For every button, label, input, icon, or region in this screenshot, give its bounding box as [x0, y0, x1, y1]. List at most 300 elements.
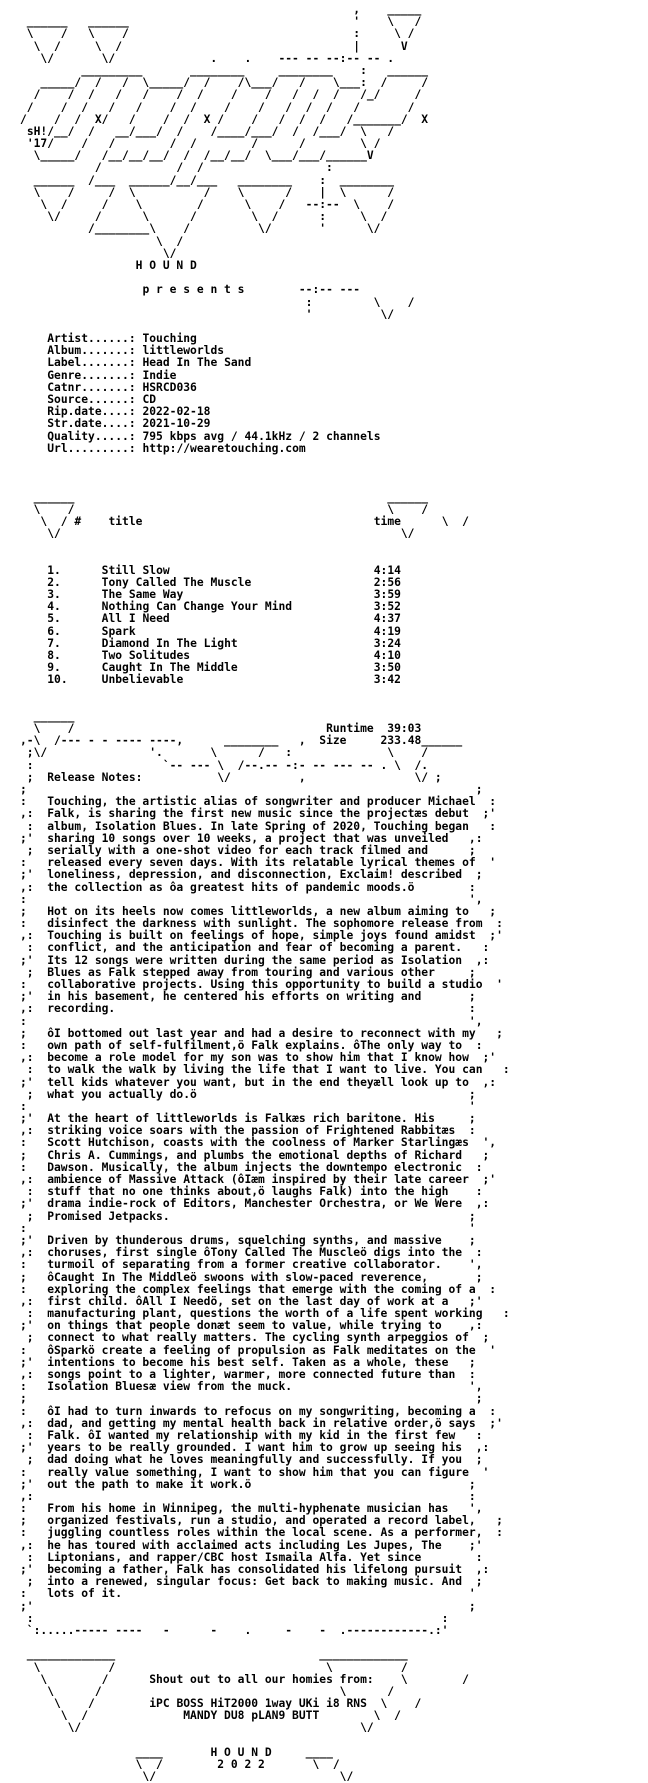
info-key: Quality.....: — [47, 429, 136, 443]
ascii-art-fragment: ; — [475, 1514, 503, 1528]
ascii-art-fragment: ; — [20, 1087, 41, 1101]
ascii-art-fragment: : — [475, 1282, 497, 1296]
release-notes-text: ôI bottomed out last year and had a desire to reconnect with my — [40, 1026, 476, 1040]
ascii-art-fragment: : — [20, 1307, 41, 1321]
ascii-art-fragment: ', — [455, 1502, 483, 1516]
ascii-art-fragment: ,: — [462, 1197, 490, 1211]
ascii-art-fragment: ;' — [20, 1355, 41, 1369]
release-notes-text: loneliness, depression, and disconnection, Exclaim! described — [40, 868, 463, 882]
release-notes-text: ôSparkö create a feeling of propulsion as Falk meditates on the — [40, 1343, 476, 1357]
ascii-art-fragment: ; — [20, 1575, 41, 1589]
ascii-art-fragment: ,: — [20, 1538, 41, 1552]
ascii-art-fragment: --:-- --- — [244, 283, 361, 297]
ascii-art-fragment: : `-- --- \ /--.-- -:- -- --- -- . \ /. — [20, 758, 429, 772]
track-number: 5. — [47, 612, 75, 626]
ascii-art-fragment: ' — [482, 978, 503, 991]
ascii-art-fragment — [20, 612, 47, 625]
track-time: 3:59 — [373, 588, 401, 601]
ascii-art-fragment: ' — [455, 1587, 476, 1601]
ascii-art-fragment: ,: — [455, 1319, 483, 1333]
ascii-art-fragment: ,: — [20, 1124, 41, 1138]
ascii-art-fragment — [74, 612, 101, 625]
ascii-art-fragment — [40, 1015, 455, 1028]
ascii-art-fragment: ; — [20, 1148, 41, 1162]
ascii-art-fragment — [20, 393, 47, 406]
ascii-art-fragment: ; — [20, 1026, 41, 1040]
ascii-art-fragment — [74, 625, 101, 638]
ascii-art-fragment — [81, 515, 108, 528]
greetings-groups-1: iPC BOSS HiT2000 1way UKi i8 RNS — [149, 1697, 367, 1711]
info-row — [20, 443, 640, 455]
shoutout-text: Shout out to all our homies from: — [149, 1672, 374, 1686]
ascii-art-fragment: : — [20, 1258, 41, 1272]
ascii-art-fragment: : — [20, 795, 41, 809]
ascii-art-fragment: : — [482, 1307, 510, 1321]
ascii-art-fragment — [20, 588, 47, 601]
ascii-art-fragment: ; — [455, 1599, 476, 1613]
release-notes-text: stuff that no one thinks about,ö laughs Falk) into the high — [40, 1185, 456, 1199]
ascii-art-fragment: ', — [468, 1136, 497, 1150]
ascii-art-fragment — [333, 637, 374, 650]
blank-line — [20, 699, 640, 711]
ascii-art-fragment: \ / — [20, 722, 327, 736]
ascii-art-fragment: ;' — [20, 1319, 41, 1333]
release-notes-text: dad doing what he loves meaningfully and successfully. If you — [40, 1453, 463, 1467]
greetings-groups-2: MANDY DU8 pLAN9 BUTT — [183, 1709, 320, 1723]
release-notes-text: on things that people donæt seem to value, while trying to — [40, 1319, 456, 1333]
ascii-art-fragment: ; — [20, 1209, 41, 1223]
ascii-art-fragment — [333, 673, 374, 686]
ascii-art-fragment: ______ — [421, 734, 463, 748]
ascii-art-fragment: : — [20, 1343, 41, 1357]
ascii-art-fragment: ', — [455, 892, 483, 906]
ascii-art-fragment: ; — [455, 965, 476, 979]
ascii-art-fragment — [40, 783, 455, 796]
info-key: Catnr.......: — [47, 380, 136, 394]
ascii-art-fragment: : — [20, 1099, 41, 1113]
release-notes-text: choruses, first single ôTony Called The Muscleö digs into the — [40, 1246, 463, 1260]
ascii-art-fragment: : — [20, 819, 41, 833]
info-key: Url.........: — [47, 441, 136, 455]
ascii-art-fragment — [346, 734, 380, 747]
info-value: HSRCD036 — [142, 380, 197, 394]
ascii-art-fragment: : — [455, 880, 476, 894]
ascii-art-fragment: ,: — [20, 1173, 41, 1186]
ascii-art-fragment: ; — [462, 868, 483, 882]
ascii-art-fragment — [74, 661, 101, 674]
track-time: 3:24 — [373, 636, 401, 650]
ascii-art-fragment: ; — [455, 990, 476, 1004]
ascii-art-fragment: \ / \ / : \ / — [20, 27, 435, 41]
ascii-art-fragment: ,: — [20, 1002, 41, 1016]
ascii-art-fragment — [40, 893, 455, 906]
ascii-art-fragment: : — [20, 1282, 41, 1296]
ascii-art-fragment — [20, 673, 47, 686]
ascii-art-fragment: ; — [20, 770, 48, 784]
ascii-art-fragment: : — [462, 1160, 483, 1174]
track-time: 3:50 — [373, 661, 401, 675]
ascii-art-fragment: ; — [20, 1392, 41, 1406]
release-notes-text: ôI had to turn inwards to refocus on my songwriting, becoming a — [40, 1404, 476, 1418]
ascii-art-fragment: ; — [20, 965, 41, 979]
info-value: 2022-02-18 — [142, 405, 211, 419]
footer-art — [20, 1771, 640, 1783]
ascii-art-fragment: : — [455, 1550, 483, 1564]
track-title: Unbelievable — [101, 673, 333, 687]
ascii-art-fragment: ,: — [20, 1246, 41, 1260]
release-notes-text: recording. — [40, 1002, 456, 1016]
release-notes-text: released every seven days. With its relatable lyrical themes of — [40, 856, 476, 870]
ascii-art-fragment: ; — [455, 1355, 476, 1369]
ascii-art-fragment: ; — [455, 1392, 483, 1406]
ascii-art-fragment: ;' — [20, 1563, 41, 1576]
ascii-art-fragment: ; — [455, 1112, 476, 1126]
ascii-art-fragment: ;' — [20, 831, 41, 845]
ascii-art-fragment: ; — [455, 843, 476, 857]
ascii-art-fragment: / / / / / / / / / / / / /_/ / — [20, 88, 435, 102]
ascii-art-fragment: ' — [475, 1343, 497, 1357]
ascii-art-fragment — [40, 1222, 455, 1235]
track-title: Two Solitudes — [101, 648, 333, 662]
brand-line — [20, 260, 640, 272]
ascii-art-fragment: ; — [455, 1233, 476, 1247]
blank-line — [20, 467, 640, 479]
ascii-art-fragment — [20, 430, 47, 443]
ascii-art-fragment: : — [20, 1428, 41, 1442]
info-key: Artist......: — [47, 332, 136, 346]
ascii-art-fragment: ;' — [20, 1477, 41, 1491]
release-notes-text: dad, and getting my mental health back in relative order,ö says — [40, 1416, 476, 1430]
info-key: Source......: — [47, 393, 136, 406]
ascii-art-fragment: : — [20, 892, 41, 906]
ascii-art-fragment: ' — [475, 856, 497, 870]
ascii-art-fragment: ____ — [20, 1745, 211, 1759]
ascii-art-fragment: : — [455, 1368, 476, 1381]
ascii-art-fragment — [40, 1600, 455, 1613]
ascii-art-fragment: ;' — [20, 1599, 41, 1613]
info-key: Rip.date....: — [47, 405, 136, 419]
ascii-art-fragment — [20, 332, 47, 345]
release-notes-text: serially with a one-shot video for each track filmed and — [40, 843, 456, 857]
info-value: Indie — [142, 368, 177, 382]
release-notes-text: juggling countless roles within the local scene. As a performer, — [40, 1526, 483, 1540]
ascii-art-fragment: ; — [20, 1514, 41, 1528]
ascii-art-fragment: ;' — [468, 1051, 497, 1065]
ascii-art-fragment: ______ ______ — [20, 490, 435, 504]
release-notes-text: Falk. ôI wanted my relationship with my kid in the first few — [40, 1428, 456, 1442]
info-value: Head In The Sand — [142, 356, 252, 370]
ascii-art-fragment: \ / \ / — [20, 1684, 422, 1698]
release-notes-text: striking voice soars with the passion of Frightened Rabbitæs — [40, 1124, 456, 1138]
ascii-art-fragment — [374, 722, 388, 735]
ascii-art-fragment: ,: — [20, 1051, 41, 1065]
ascii-art-fragment: ,: — [20, 1368, 41, 1381]
column-header-number: # — [74, 514, 82, 528]
release-notes-text: album, Isolation Blues. In late Spring of 2020, Touching began — [40, 819, 469, 833]
ascii-art-fragment — [74, 564, 101, 577]
ascii-art-fragment — [333, 576, 374, 589]
ascii-art-fragment: \/ / \ / \ / : \ / — [20, 210, 429, 224]
ascii-art-fragment: ;' — [20, 1075, 41, 1089]
ascii-art-fragment: ,: — [20, 1416, 41, 1430]
track-title: Tony Called The Muscle — [101, 575, 333, 589]
info-key: Album.......: — [47, 344, 136, 358]
footer-brand: H O U N D — [210, 1745, 272, 1759]
ascii-art-fragment: ;' — [20, 953, 41, 967]
ascii-art-fragment: : — [462, 941, 490, 955]
release-notes-text: collaborative projects. Using this opportunity to build a studio — [40, 978, 483, 991]
track-time: 4:37 — [373, 612, 401, 626]
ascii-art-fragment — [20, 405, 47, 418]
track-number: 3. — [47, 588, 75, 601]
brand-title: H O U N D — [135, 258, 197, 272]
ascii-art-fragment: : — [468, 819, 497, 833]
ascii-art-fragment: , _____ — [20, 3, 435, 16]
ascii-art-fragment — [333, 649, 374, 662]
track-time: 3:42 — [373, 673, 401, 687]
ascii-art-fragment: \ / \ / — [20, 1660, 422, 1674]
ascii-art-fragment: : : — [20, 1611, 449, 1625]
ascii-art-fragment — [20, 417, 47, 430]
ascii-art-fragment — [20, 283, 142, 296]
ascii-art-fragment: \ / — [319, 1709, 401, 1723]
ascii-art-fragment: ; — [462, 1148, 490, 1162]
ascii-art-fragment: / / / : — [20, 161, 429, 175]
release-notes-text: From his home in Winnipeg, the multi-hyphenate musician has — [40, 1502, 456, 1516]
column-header-title: title — [108, 514, 143, 528]
ascii-art-fragment: ; — [462, 1453, 483, 1467]
track-number: 10. — [47, 673, 75, 687]
ascii-art-fragment: : — [482, 1063, 510, 1077]
track-number: 8. — [47, 648, 75, 662]
ascii-art-fragment: : — [20, 1221, 41, 1235]
track-time: 3:52 — [373, 600, 401, 614]
ascii-art-fragment: : — [455, 1428, 483, 1442]
release-notes-text: ambience of Massive Attack (ôIæm inspired by their late career — [40, 1173, 469, 1186]
ascii-art-fragment: ;' — [20, 990, 41, 1004]
ascii-art-fragment — [333, 564, 374, 577]
release-notes-text: turmoil of separating from a former creative collaborator. — [40, 1258, 456, 1272]
ascii-art-fragment: ; — [475, 1026, 503, 1040]
release-notes-text: Touching is built on feelings of hope, simple joys found amidst — [40, 929, 476, 943]
ascii-art-fragment: : — [455, 1185, 483, 1199]
ascii-art-fragment — [20, 356, 47, 369]
ascii-art-fragment: : — [20, 1526, 41, 1540]
track-number: 9. — [47, 661, 75, 675]
ascii-art-fragment: ,: — [455, 831, 483, 845]
info-value: CD — [142, 393, 157, 406]
ascii-art-fragment: \ / — [400, 514, 469, 528]
ascii-art-fragment: : — [482, 1526, 503, 1540]
release-notes-text: becoming a father, Falk has consolidated his lifelong pursuit — [40, 1563, 463, 1576]
release-notes-heading: Release Notes: — [47, 770, 143, 784]
release-notes-text: intentions to become his best self. Taken as a whole, these — [40, 1355, 456, 1369]
ascii-art-fragment: \ / \ / | V — [20, 39, 435, 53]
runtime-label: Runtime — [326, 722, 374, 736]
ascii-art-fragment: __/ / __/___/ / /____/___/ / /___/ \ / — [54, 124, 435, 138]
ascii-art-fragment: : — [20, 1038, 41, 1052]
ascii-art-fragment: ;' — [20, 868, 41, 882]
ascii-art-fragment — [333, 661, 374, 674]
ascii-art-fragment: ,: — [20, 1489, 41, 1503]
track-title: Spark — [101, 624, 333, 638]
release-notes-text: Chris A. Cummings, and plumbs the emotional depths of Richard — [40, 1148, 463, 1162]
ascii-art-fragment: : — [20, 856, 41, 870]
ascii-art-fragment: ; — [20, 904, 41, 918]
track-number: 1. — [47, 563, 75, 577]
ascii-art-fragment: : — [20, 1465, 41, 1479]
ascii-art-fragment: \ / — [264, 1758, 340, 1771]
ascii-art-fragment: ; — [468, 1331, 490, 1345]
ascii-art-fragment: ; — [462, 1575, 483, 1589]
release-notes-text: disinfect the darkness with sunlight. The sophomore release from — [40, 917, 483, 931]
ascii-art-fragment: : — [20, 1380, 41, 1394]
ascii-art-fragment: ;' — [20, 1441, 41, 1455]
ascii-art-fragment: ;' — [20, 1233, 41, 1247]
ascii-art-fragment: : — [462, 1246, 483, 1260]
runtime-value: 39:03 — [387, 722, 422, 736]
ascii-art-fragment — [74, 576, 101, 589]
ascii-art-fragment: ,: — [20, 880, 41, 894]
notes-frame — [20, 1625, 640, 1637]
ascii-art-fragment: / / / / / / \ / — [54, 137, 429, 151]
ascii-art-fragment: ' — [468, 1465, 490, 1479]
release-notes-text: years to be really grounded. I want him to grow up seeing his — [40, 1441, 463, 1455]
ascii-art-fragment: : — [20, 941, 41, 955]
ascii-art-fragment — [20, 576, 47, 589]
release-notes-text: ôCaught In The Middleö swoons with slow-paced reverence, — [40, 1270, 456, 1284]
ascii-art-fragment: _________ ________ ________ : ______ — [20, 63, 435, 77]
release-notes-text: drama indie-rock of Editors, Manchester Orchestra, or We Were — [40, 1197, 463, 1211]
ascii-art-fragment: ' — [455, 1221, 476, 1235]
ascii-art-fragment: \ / — [373, 1672, 469, 1686]
release-notes-text: tell kids whatever you want, but in the end theyæll look up to — [40, 1075, 469, 1089]
ascii-art-fragment: \/ , \/ ; — [142, 770, 442, 784]
info-key: Label.......: — [47, 356, 136, 370]
ascii-art-fragment: ,: — [20, 929, 41, 943]
release-notes-text: Dawson. Musically, the album injects the downtempo electronic — [40, 1160, 463, 1174]
track-title: Nothing Can Change Your Mind — [101, 600, 333, 614]
ascii-art-fragment: \/ \/ — [20, 527, 435, 541]
ascii-art-fragment — [20, 381, 47, 394]
ascii-art-fragment: ______ ______ ' \ / — [20, 15, 435, 29]
release-notes-text: Touching, the artistic alias of songwriter and producer Michael — [40, 795, 476, 809]
info-value: 795 kbps avg / 44.1kHz / 2 channels — [142, 429, 381, 443]
ascii-art-fragment — [20, 649, 47, 662]
ascii-art-fragment: ; — [468, 904, 497, 918]
ascii-art-fragment: ______ — [20, 709, 75, 723]
ascii-art-fragment: : — [20, 1404, 41, 1418]
ascii-art-fragment: ; — [20, 1453, 41, 1467]
ascii-art-fragment — [20, 442, 47, 455]
ascii-art-fragment: ; — [20, 1270, 41, 1284]
release-notes-text: the collection as ôa greatest hits of pandemic moods.ö — [40, 880, 456, 894]
track-number: 2. — [47, 575, 75, 589]
ascii-art-fragment — [74, 673, 101, 686]
ascii-art-fragment: \ / — [20, 514, 75, 528]
release-notes-text: connect to what really matters. The cycling synth arpeggios of — [40, 1331, 469, 1345]
ascii-art-fragment: ;' — [468, 1173, 497, 1186]
track-row — [20, 674, 640, 686]
ascii-art-fragment: ,: — [462, 953, 490, 967]
blank-line — [20, 455, 640, 467]
ascii-art-fragment — [20, 637, 47, 650]
group-tag: sH!/ — [26, 124, 55, 138]
footer-art — [20, 1722, 640, 1734]
ascii-art-fragment: ', — [455, 1380, 483, 1394]
ascii-art-fragment: ; — [455, 1270, 483, 1284]
track-title: The Same Way — [101, 588, 333, 601]
release-notes-text: conflict, and the anticipation and fear of becoming a parent. — [40, 941, 463, 955]
size-value: 233.48 — [380, 734, 422, 748]
tracklist-frame — [20, 528, 640, 540]
ascii-art-fragment: : — [455, 1124, 476, 1138]
ascii-art-fragment — [20, 137, 27, 150]
ascii-art-fragment: ;\/ '. \ / : \ / — [20, 746, 429, 760]
ascii-art-fragment — [40, 1490, 455, 1503]
release-notes-text: he has toured with acclaimed acts including Les Jupes, The — [40, 1538, 456, 1552]
ascii-art-fragment: ; — [455, 783, 483, 796]
ascii-art-fragment: ,: — [468, 1075, 497, 1089]
ascii-art-fragment — [20, 600, 47, 613]
release-notes-text: Liptonians, and rapper/CBC host Ismaila Alfa. Yet since — [40, 1550, 456, 1564]
release-notes-text: lots of it. — [40, 1587, 456, 1601]
ascii-art-fragment: : — [462, 1038, 483, 1052]
ascii-art-fragment — [142, 515, 373, 528]
release-notes-text: Driven by thunderous drums, squelching synths, and massive — [40, 1233, 456, 1247]
ascii-art-fragment: ; — [20, 843, 41, 857]
blank-line — [20, 540, 640, 552]
release-notes-text: songs point to a lighter, warmer, more connected future than — [40, 1368, 456, 1381]
ascii-art-fragment: : \ / — [20, 295, 415, 309]
ascii-art-fragment — [20, 625, 47, 638]
ascii-art-fragment: : — [475, 1404, 497, 1418]
info-value: http://wearetouching.com — [142, 441, 306, 455]
ascii-art-fragment: : — [20, 1136, 41, 1150]
ascii-art-fragment — [20, 344, 47, 357]
ascii-art-fragment: ; — [455, 1209, 476, 1223]
ascii-art-fragment: : — [20, 1063, 41, 1077]
release-notes-text: first child. ôAll I Needö, set on the last day of work at a — [40, 1294, 456, 1308]
track-time: 2:56 — [373, 575, 401, 589]
ascii-art-fragment — [20, 369, 47, 382]
ascii-art-fragment: ' \/ — [20, 307, 395, 321]
ascii-art-fragment: : — [20, 1550, 41, 1564]
ascii-art-fragment — [20, 259, 136, 272]
ascii-art-fragment: / / / X/ / / / X / / / / / /_______/ X — [20, 112, 435, 126]
ascii-art-fragment: / / / / / / / / / / / / / / — [20, 100, 435, 114]
release-notes-text: really value something, I want to show him that you can figure — [40, 1465, 469, 1479]
ascii-art-fragment: `:.....----- ---- - - . - - .------------.:' — [20, 1623, 449, 1637]
ascii-art-fragment: ;' — [468, 807, 497, 821]
track-number: 4. — [47, 600, 75, 614]
ascii-art-fragment: : — [455, 1489, 476, 1503]
ascii-art-fragment — [74, 637, 101, 650]
ascii-art-fragment: ;' — [455, 1294, 483, 1308]
ascii-art-fragment — [74, 600, 101, 613]
release-notes-text: sharing 10 songs over 10 weeks, a project that was unveiled — [40, 831, 456, 845]
release-notes-text: organized festivals, run a studio, and operated a record label, — [40, 1514, 476, 1528]
info-key: Str.date....: — [47, 417, 136, 431]
year-tag: '17/ — [26, 137, 55, 151]
ascii-art-fragment: _____/ / / \_____/ / /\___/ / \___: / / — [20, 76, 435, 90]
track-time: 4:19 — [373, 624, 401, 638]
ascii-art-fragment — [40, 1392, 455, 1405]
ascii-art-fragment: \_____/ /__/__/__/ / /__/__/ \___/___/______V — [20, 149, 429, 163]
ascii-art-fragment: ; — [455, 1087, 476, 1101]
ascii-art-fragment: \/ — [20, 246, 422, 260]
ascii-art-fragment — [20, 564, 47, 577]
